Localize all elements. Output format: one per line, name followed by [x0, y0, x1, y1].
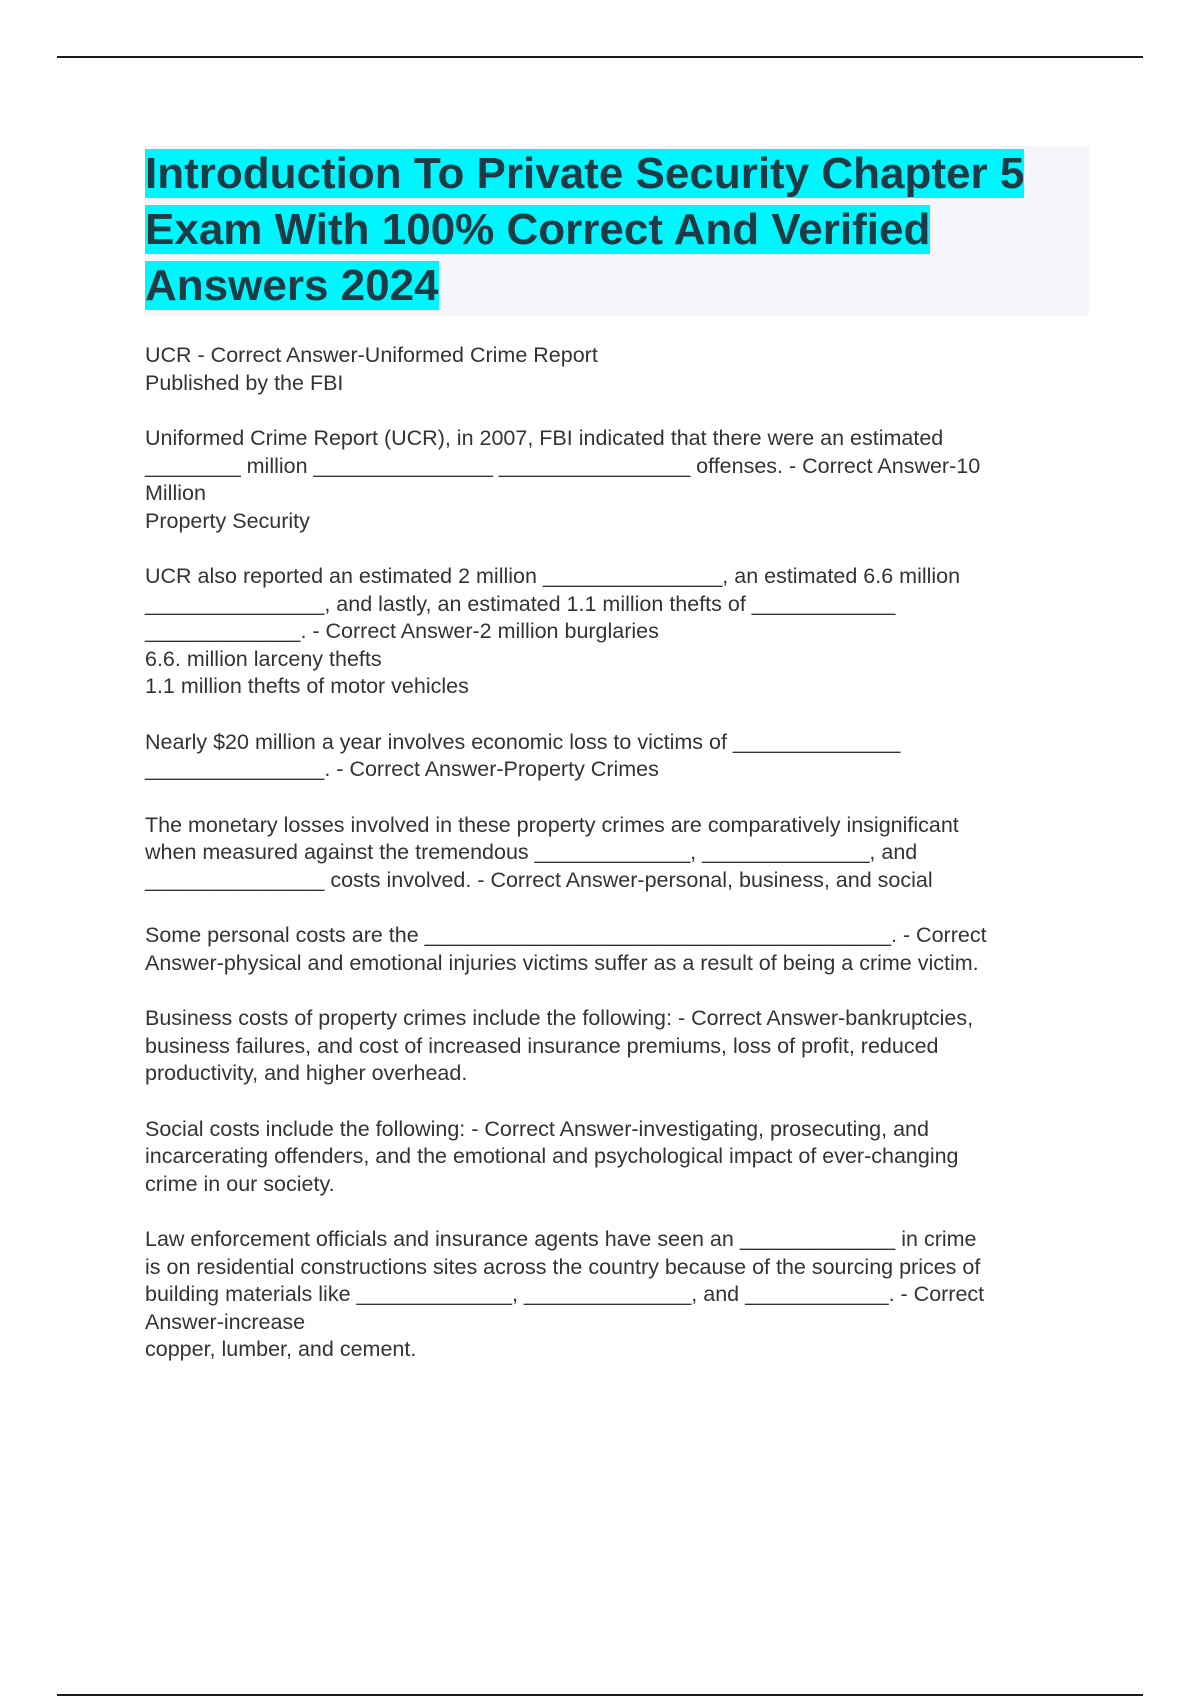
top-rule: [57, 56, 1143, 58]
qa-line: Some personal costs are the _______________________________________. - Correct: [145, 923, 987, 947]
title-block: [145, 146, 1089, 316]
qa-line: is on residential constructions sites across the country because of the sourcing prices of: [145, 1254, 981, 1279]
qa-line: ________ million _______________ ________________ offenses. - Correct Answer-10: [145, 453, 981, 478]
qa-line: incarcerating offenders, and the emotional and psychological impact of ever-changing: [145, 1144, 959, 1168]
qa-line: The monetary losses involved in these property crimes are comparatively insignificant: [145, 812, 959, 837]
qa-line: Published by the FBI: [145, 370, 344, 395]
qa-line: Property Security: [145, 508, 310, 533]
qa-line: _______________. - Correct Answer-Property Crimes: [145, 757, 659, 781]
qa-item: [145, 1116, 1089, 1199]
qa-item: [145, 342, 1089, 397]
qa-item: [145, 922, 1089, 977]
qa-line: when measured against the tremendous _____________, ______________, and: [145, 840, 918, 864]
qa-line: Million: [145, 481, 206, 505]
qa-item: [145, 563, 1089, 701]
qa-item: [145, 425, 1089, 535]
bottom-rule: [57, 1694, 1143, 1696]
qa-item: [145, 812, 1089, 895]
qa-line: 1.1 million thefts of motor vehicles: [145, 674, 469, 698]
qa-line: crime in our society.: [145, 1171, 335, 1196]
qa-line: Uniformed Crime Report (UCR), in 2007, FBI indicated that there were an estimated: [145, 426, 944, 450]
document-title: [145, 146, 1089, 314]
qa-line: _______________ costs involved. - Correct Answer-personal, business, and social: [145, 867, 933, 892]
qa-line: Law enforcement officials and insurance agents have seen an _____________ in crime: [145, 1227, 977, 1251]
qa-line: 6.6. million larceny thefts: [145, 646, 382, 671]
qa-item: [145, 729, 1089, 784]
qa-line: _____________. - Correct Answer-2 million burglaries: [145, 619, 659, 643]
qa-list: [145, 342, 1089, 1364]
qa-line: Nearly $20 million a year involves economic loss to victims of ______________: [145, 729, 901, 754]
qa-line: productivity, and higher overhead.: [145, 1061, 468, 1085]
qa-line: building materials like _____________, ______________, and ____________. - Correct: [145, 1282, 985, 1306]
qa-line: business failures, and cost of increased insurance premiums, loss of profit, reduced: [145, 1033, 939, 1058]
qa-line: copper, lumber, and cement.: [145, 1337, 417, 1361]
qa-item: [145, 1226, 1089, 1364]
qa-line: Social costs include the following: - Correct Answer-investigating, prosecuting, and: [145, 1116, 929, 1141]
qa-line: _______________, and lastly, an estimated 1.1 million thefts of ____________: [145, 591, 896, 616]
qa-line: Business costs of property crimes include the following: - Correct Answer-bankruptcies,: [145, 1006, 974, 1030]
qa-item: [145, 1005, 1089, 1088]
qa-line: Answer-increase: [145, 1309, 306, 1334]
document-content: [145, 146, 1089, 1392]
qa-line: UCR - Correct Answer-Uniformed Crime Report: [145, 343, 598, 367]
qa-line: UCR also reported an estimated 2 million _______________, an estimated 6.6 million: [145, 564, 961, 588]
qa-line: Answer-physical and emotional injuries victims suffer as a result of being a crime victim.: [145, 950, 979, 975]
title-highlight: Introduction To Private Security Chapter 5 Exam With 100% Correct And Verified Answers 2024: [145, 149, 1025, 310]
